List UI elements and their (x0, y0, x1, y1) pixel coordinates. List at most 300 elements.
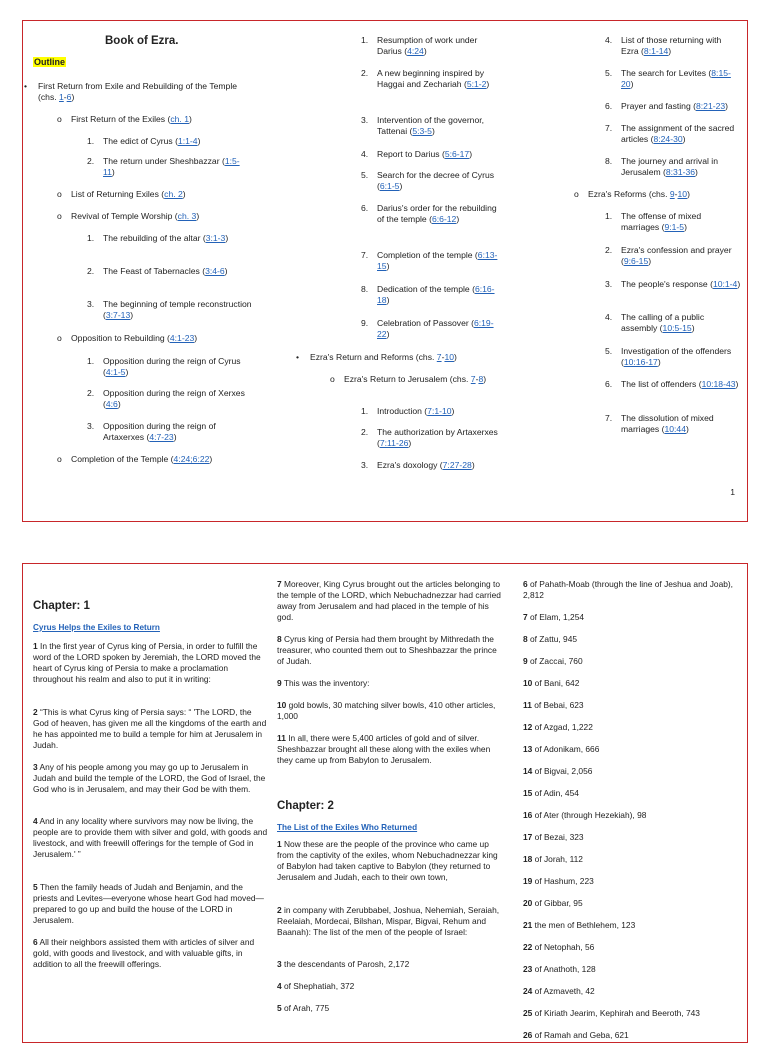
outline-text: Opposition during the reign of Xerxes ( (103, 388, 245, 409)
verse-paragraph (523, 1008, 739, 1019)
scripture-link[interactable]: 3:1-3 (205, 233, 226, 243)
verse-paragraph (33, 937, 268, 970)
list-number: 3. (605, 279, 613, 289)
outline-item (57, 211, 241, 222)
verse-paragraph (523, 722, 739, 733)
outline-text: Ezra's confession and prayer ( (621, 245, 732, 266)
list-number: 6. (605, 379, 613, 389)
verse-number: 25 (523, 1008, 533, 1018)
scripture-link[interactable]: 6:6-12 (431, 214, 457, 224)
verse-number: 21 (523, 920, 533, 930)
scripture-link[interactable]: 5:1-2 (466, 79, 487, 89)
outline-text-close: ) (182, 189, 186, 199)
outline-text-close: ) (125, 367, 129, 377)
verse-paragraph (523, 920, 739, 931)
circle-bullet-icon: o (57, 454, 62, 464)
verse-number: 14 (523, 766, 533, 776)
outline-item (87, 266, 253, 277)
verse-paragraph (523, 832, 739, 843)
document-page-1 (22, 20, 748, 522)
outline-text: The search for Levites ( (621, 68, 712, 78)
verse-number: 23 (523, 964, 533, 974)
outline-item (605, 279, 741, 290)
verse-text: of Ater (through Hezekiah), 98 (534, 810, 647, 820)
outline-text-close: ) (386, 261, 390, 271)
scripture-link[interactable]: 8:24-30 (653, 134, 683, 144)
scripture-link[interactable]: 9 (669, 189, 675, 199)
scripture-link[interactable]: 5:3-5 (412, 126, 432, 136)
verse-text: In all, there were 5,400 articles of gold and of silver. Sheshbazzar brought all these along with the exiles when they came up from Babylon to Jerusalem. (277, 733, 491, 765)
verse-paragraph (277, 579, 505, 623)
list-number: 1. (87, 356, 95, 366)
verse-text: of Zaccai, 760 (530, 656, 583, 666)
outline-item (361, 115, 502, 137)
outline-text-close: ) (725, 101, 729, 111)
verse-text: of Shephatiah, 372 (284, 981, 355, 991)
scripture-link[interactable]: 4:24 (407, 46, 424, 56)
outline-item (87, 299, 253, 321)
verse-paragraph (523, 700, 739, 711)
scripture-link[interactable]: 9:1-5 (664, 222, 685, 232)
verse-text: “This is what Cyrus king of Persia says: “ 'The LORD, the God of heaven, has given me all the kingdoms of the earth and he has appointed me to build a temple for him at Jerusalem in Judah. (33, 707, 267, 750)
verse-number: 8 (277, 634, 282, 644)
verse-number: 5 (277, 1003, 282, 1013)
verse-paragraph (523, 810, 739, 821)
outline-text: The people's response ( (621, 279, 713, 289)
verse-number: 5 (33, 882, 38, 892)
verse-number: 4 (33, 816, 38, 826)
verse-paragraph (33, 816, 268, 860)
outline-text: Completion of the temple ( (377, 250, 478, 260)
list-number: 5. (361, 170, 369, 180)
document-title: Book of Ezra. (105, 35, 179, 47)
list-number: 8. (605, 156, 613, 166)
outline-item (361, 284, 502, 306)
scripture-link[interactable]: 3:4-6 (205, 266, 225, 276)
verse-number: 12 (523, 722, 533, 732)
outline-label: Outline (34, 57, 65, 67)
outline-text-close: ) (454, 352, 457, 362)
outline-text: Ezra's Return to Jerusalem (chs. (344, 374, 471, 384)
outline-item (605, 156, 741, 178)
scripture-link[interactable]: 8:31-36 (665, 167, 696, 177)
list-number: 7. (605, 413, 613, 423)
verse-number: 8 (523, 634, 528, 644)
verse-paragraph (33, 641, 268, 685)
list-number: 2. (87, 156, 95, 166)
outline-item (605, 211, 741, 233)
list-number: 2. (361, 68, 369, 78)
verse-number: 10 (277, 700, 287, 710)
scripture-link[interactable]: 4:1-5 (105, 367, 126, 377)
outline-text: The return under Sheshbazzar ( (103, 156, 225, 166)
verse-paragraph (523, 788, 739, 799)
outline-text: List of Returning Exiles ( (71, 189, 165, 199)
scripture-link[interactable]: 7:11-26 (379, 438, 409, 448)
outline-text: Search for the decree of Cyrus ( (377, 170, 495, 191)
circle-bullet-icon: o (574, 189, 579, 199)
outline-text-close: ) (225, 233, 229, 243)
outline-item (87, 233, 253, 244)
outline-item (574, 189, 738, 200)
outline-item (605, 123, 741, 145)
outline-text: The Feast of Tabernacles ( (103, 266, 206, 276)
verse-paragraph (277, 733, 505, 766)
verse-paragraph (277, 905, 505, 938)
outline-text: The edict of Cyrus ( (103, 136, 178, 146)
scripture-link[interactable]: ch. 2 (164, 189, 183, 199)
outline-text: Resumption of work under Darius ( (377, 35, 478, 56)
verse-paragraph (33, 882, 268, 926)
verse-text: Cyrus king of Persia had them brought by Mithredath the treasurer, who counted them out to Sheshbazzar the prince of Judah. (277, 634, 497, 666)
verse-number: 24 (523, 986, 533, 996)
verse-text: of Bani, 642 (534, 678, 580, 688)
verse-paragraph (523, 612, 739, 623)
outline-item (605, 312, 741, 334)
outline-text-close: ) (735, 379, 739, 389)
verse-text: of Adin, 454 (534, 788, 579, 798)
outline-text: The calling of a public assembly ( (621, 312, 705, 333)
scripture-link[interactable]: 7:27-28 (442, 460, 472, 470)
list-number: 9. (361, 318, 369, 328)
outline-text: The assignment of the sacred articles ( (621, 123, 735, 144)
outline-text: The rebuilding of the altar ( (103, 233, 206, 243)
outline-text-close: ) (687, 189, 690, 199)
outline-item (296, 352, 510, 363)
range-dash: - (475, 374, 479, 384)
list-number: 8. (361, 284, 369, 294)
outline-text: Ezra's doxology ( (377, 460, 443, 470)
outline-text-close: ) (386, 295, 390, 305)
outline-text: The beginning of temple reconstruction ( (103, 299, 252, 320)
outline-item (361, 68, 502, 90)
verse-text: Then the family heads of Judah and Benjamin, and the priests and Levites—everyone whose heart God had moved—prepared to go up and build the house of the LORD in Jerusalem. (33, 882, 264, 925)
verse-text: And in any locality where survivors may now be living, the people are to provide them with silver and gold, with goods and livestock, and with freewill offerings for the temple of God in Jerusalem.' ” (33, 816, 268, 859)
list-number: 7. (361, 250, 369, 260)
verse-text: of Zattu, 945 (530, 634, 578, 644)
verse-number: 3 (277, 959, 282, 969)
scripture-link[interactable]: 4:1-23 (169, 333, 195, 343)
list-number: 5. (605, 346, 613, 356)
list-number: 5. (605, 68, 613, 78)
verse-text: the men of Bethlehem, 123 (534, 920, 636, 930)
outline-item (87, 421, 258, 443)
list-number: 1. (361, 35, 369, 45)
list-number: 4. (605, 35, 613, 45)
outline-item (605, 245, 741, 267)
verse-paragraph (33, 707, 268, 751)
outline-text: Celebration of Passover ( (377, 318, 474, 328)
outline-item (57, 333, 241, 344)
verse-text: of Adonikam, 666 (534, 744, 600, 754)
outline-text: Ezra's Reforms (chs. (588, 189, 670, 199)
list-number: 1. (87, 136, 95, 146)
scripture-link[interactable]: 4:6 (105, 399, 118, 409)
scripture-link[interactable]: 10 (444, 352, 454, 362)
scripture-link[interactable]: 6 (66, 92, 72, 102)
range-dash: - (674, 189, 678, 199)
verse-paragraph (523, 766, 739, 777)
outline-text-close: ) (408, 438, 412, 448)
verse-text: of Gibbar, 95 (534, 898, 583, 908)
outline-item (361, 318, 502, 340)
verse-number: 11 (277, 733, 286, 743)
list-number: 3. (87, 421, 95, 431)
outline-item (605, 68, 741, 90)
verse-number: 1 (277, 839, 282, 849)
scripture-link[interactable]: 6:19-22 (377, 318, 494, 339)
list-number: 3. (361, 115, 369, 125)
scripture-link[interactable]: 10 (677, 189, 688, 199)
list-number: 3. (87, 299, 95, 309)
verse-number: 16 (523, 810, 533, 820)
section-heading-exiles-list[interactable]: The List of the Exiles Who Returned (277, 823, 418, 832)
scripture-link[interactable]: 6:13-15 (377, 250, 498, 271)
verse-paragraph (523, 579, 739, 601)
scripture-link[interactable]: ch. 3 (177, 211, 197, 221)
outline-text-close: ) (209, 454, 213, 464)
list-number: 6. (361, 203, 369, 213)
outline-text: First Return of the Exiles ( (71, 114, 171, 124)
verse-text: of Kiriath Jearim, Kephirah and Beeroth, 743 (534, 1008, 700, 1018)
outline-text: The journey and arrival in Jerusalem ( (621, 156, 718, 177)
scripture-link[interactable]: 1:5-11 (103, 156, 240, 177)
verse-paragraph (277, 634, 505, 667)
verse-text: Now these are the people of the province who came up from the captivity of the exiles, whom Nebuchadnezzar king of Babylon had taken captive to Babylon (they returned to Jerusalem and Judah, each to their own town, (277, 839, 498, 882)
scripture-link[interactable]: 6:1-5 (379, 181, 400, 191)
verse-number: 15 (523, 788, 533, 798)
outline-text-close: ) (117, 399, 121, 409)
verse-paragraph (277, 678, 505, 689)
outline-text-close: ) (111, 167, 115, 177)
verse-number: 9 (277, 678, 282, 688)
verse-text: the descendants of Parosh, 2,172 (284, 959, 410, 969)
verse-paragraph (523, 964, 739, 975)
outline-text-close: ) (685, 424, 689, 434)
outline-text-close: ) (682, 134, 686, 144)
outline-item (57, 114, 241, 125)
scripture-link[interactable]: 8 (478, 374, 484, 384)
outline-text-close: ) (196, 211, 200, 221)
document-page-2 (22, 563, 748, 1043)
scripture-link[interactable]: 10:18-43 (701, 379, 736, 389)
verse-paragraph (523, 876, 739, 887)
scripture-link[interactable]: 6:16-18 (377, 284, 495, 305)
scripture-link[interactable]: 7:1-10 (427, 406, 452, 416)
verse-number: 11 (523, 700, 532, 710)
verse-number: 19 (523, 876, 533, 886)
verse-paragraph (523, 986, 739, 997)
scripture-link[interactable]: 10:16-17 (623, 357, 658, 367)
scripture-link[interactable]: 1 (59, 92, 64, 102)
outline-text-close: ) (71, 92, 75, 102)
outline-text-close: ) (684, 222, 687, 232)
verse-paragraph (523, 656, 739, 667)
outline-text: Investigation of the offenders ( (621, 346, 732, 367)
list-number: 4. (361, 149, 369, 159)
scripture-link[interactable]: 10:5-15 (662, 323, 692, 333)
outline-text: Opposition during the reign of Cyrus ( (103, 356, 241, 377)
chapter-1-heading: Chapter: 1 (33, 600, 90, 612)
verse-paragraph (523, 942, 739, 953)
verse-text: in company with Zerubbabel, Joshua, Nehemiah, Seraiah, Reelaiah, Mordecai, Bilshan, Mispar, Bigvai, Rehum and Baanah): The list of the men of the people of Israel: (277, 905, 500, 937)
outline-item (605, 35, 741, 57)
outline-text-close: ) (695, 167, 698, 177)
section-heading-cyrus[interactable]: Cyrus Helps the Exiles to Return (33, 623, 160, 632)
verse-text: of Azgad, 1,222 (534, 722, 593, 732)
verse-text: This was the inventory: (283, 678, 370, 688)
list-number: 1. (605, 211, 613, 221)
outline-text: Report to Darius ( (377, 149, 445, 159)
verse-number: 26 (523, 1030, 533, 1040)
outline-text-close: ) (224, 266, 228, 276)
outline-item (361, 250, 502, 272)
verse-number: 13 (523, 744, 533, 754)
verse-number: 2 (33, 707, 38, 717)
verse-text: of Bezai, 323 (534, 832, 584, 842)
outline-text-close: ) (197, 136, 201, 146)
outline-text-close: ) (456, 214, 460, 224)
outline-text: Introduction ( (377, 406, 428, 416)
outline-text: A new beginning inspired by Haggai and Zechariah ( (377, 68, 485, 89)
verse-number: 2 (277, 905, 282, 915)
outline-text-close: ) (188, 114, 192, 124)
outline-text: The authorization by Artaxerxes ( (377, 427, 498, 448)
verse-paragraph (33, 762, 268, 795)
outline-item (361, 149, 502, 160)
outline-text-close: ) (130, 310, 134, 320)
outline-item (57, 454, 231, 465)
list-number: 2. (87, 266, 95, 276)
scripture-link[interactable]: 1:1-4 (177, 136, 198, 146)
outline-text-close: ) (483, 374, 487, 384)
outline-text-close: ) (471, 460, 475, 470)
outline-item (87, 388, 258, 410)
outline-item (87, 156, 243, 178)
outline-item (330, 374, 494, 385)
circle-bullet-icon: o (57, 211, 62, 221)
outline-item (605, 346, 741, 368)
outline-item (57, 189, 241, 200)
outline-text: The offense of mixed marriages ( (621, 211, 702, 232)
scripture-link[interactable]: 8:21-23 (696, 101, 726, 111)
verse-number: 10 (523, 678, 533, 688)
verse-number: 3 (33, 762, 38, 772)
outline-item (361, 406, 502, 417)
verse-text: of Ramah and Geba, 621 (534, 1030, 629, 1040)
outline-text: List of those returning with Ezra ( (621, 35, 722, 56)
scripture-link[interactable]: 7 (470, 374, 476, 384)
outline-item (87, 356, 258, 378)
scripture-link[interactable]: 10:1-4 (712, 279, 738, 289)
verse-text: of Azmaveth, 42 (534, 986, 595, 996)
scripture-link[interactable]: 3:7-13 (105, 310, 131, 320)
outline-text: Opposition to Rebuilding ( (71, 333, 170, 343)
outline-item (605, 379, 741, 390)
verse-paragraph (523, 744, 739, 755)
verse-text: of Hashum, 223 (534, 876, 594, 886)
outline-text: Dedication of the temple ( (377, 284, 475, 294)
outline-text-close: ) (486, 79, 490, 89)
verse-number: 18 (523, 854, 533, 864)
verse-paragraph (277, 839, 505, 883)
verse-text: of Elam, 1,254 (530, 612, 585, 622)
verse-text: of Bebai, 623 (534, 700, 584, 710)
scripture-link[interactable]: 4:7-23 (149, 432, 174, 442)
outline-text-close: ) (431, 126, 435, 136)
verse-text: gold bowls, 30 matching silver bowls, 410 other articles, 1,000 (277, 700, 496, 721)
scripture-link[interactable]: 4:24;6:22 (173, 454, 210, 464)
outline-item (24, 81, 243, 103)
range-dash: - (441, 352, 445, 362)
verse-text: Moreover, King Cyrus brought out the articles belonging to the temple of the LORD, which Nebuchadnezzar had carried away from Jerusalem and had placed in the temple of his god. (277, 579, 501, 622)
outline-text-close: ) (737, 279, 741, 289)
verse-number: 6 (33, 937, 38, 947)
verse-number: 7 (523, 612, 528, 622)
circle-bullet-icon: o (57, 333, 62, 343)
list-number: 7. (605, 123, 613, 133)
list-number: 2. (605, 245, 613, 255)
outline-text: First Return from Exile and Rebuilding of the Temple (chs. (38, 81, 238, 102)
outline-text: The dissolution of mixed marriages ( (621, 413, 714, 434)
circle-bullet-icon: o (57, 114, 62, 124)
verse-paragraph (277, 981, 505, 992)
verse-text: of Jorah, 112 (534, 854, 583, 864)
outline-item (361, 460, 502, 471)
verse-number: 20 (523, 898, 533, 908)
list-number: 2. (87, 388, 95, 398)
outline-text: Prayer and fasting ( (621, 101, 696, 111)
verse-number: 7 (277, 579, 282, 589)
outline-text-close: ) (423, 46, 427, 56)
verse-paragraph (277, 959, 505, 970)
scripture-link[interactable]: 9:6-15 (623, 256, 649, 266)
scripture-link[interactable]: 8:15-20 (621, 68, 731, 89)
verse-number: 17 (523, 832, 533, 842)
scripture-link[interactable]: 7 (436, 352, 442, 362)
scripture-link[interactable]: 8:1-14 (643, 46, 669, 56)
bullet-icon: • (296, 352, 300, 362)
list-number: 6. (605, 101, 613, 111)
verse-paragraph (277, 1003, 505, 1014)
outline-text-close: ) (691, 323, 695, 333)
outline-text: The list of offenders ( (621, 379, 702, 389)
verse-text: All their neighbors assisted them with articles of silver and gold, with goods and livestock, and with valuable gifts, in addition to all the freewill offerings. (33, 937, 255, 969)
outline-item (361, 203, 502, 225)
verse-paragraph (523, 898, 739, 909)
verse-text: In the first year of Cyrus king of Persia, in order to fulfill the word of the LORD spoken by Jeremiah, the LORD moved the heart of Cyrus king of Persia to make a proclamation throughout his realm and also to put it in writing: (33, 641, 261, 684)
outline-text-close: ) (657, 357, 661, 367)
outline-text-close: ) (668, 46, 672, 56)
page-number: 1 (730, 487, 735, 497)
scripture-link[interactable]: 10:44 (664, 424, 686, 434)
verse-paragraph (277, 700, 505, 722)
verse-text: of Netophah, 56 (534, 942, 595, 952)
scripture-link[interactable]: 5:6-17 (444, 149, 470, 159)
list-number: 3. (361, 460, 369, 470)
outline-item (605, 413, 741, 435)
outline-text-close: ) (451, 406, 455, 416)
verse-text: of Bigvai, 2,056 (534, 766, 593, 776)
bullet-icon: • (24, 81, 28, 91)
verse-text: of Anathoth, 128 (534, 964, 596, 974)
scripture-link[interactable]: ch. 1 (170, 114, 189, 124)
outline-text-close: ) (648, 256, 652, 266)
outline-text: Ezra's Return and Reforms (chs. (310, 352, 437, 362)
list-number: 1. (87, 233, 95, 243)
list-number: 4. (605, 312, 613, 322)
outline-text: Intervention of the governor, Tattenai ( (377, 115, 485, 136)
